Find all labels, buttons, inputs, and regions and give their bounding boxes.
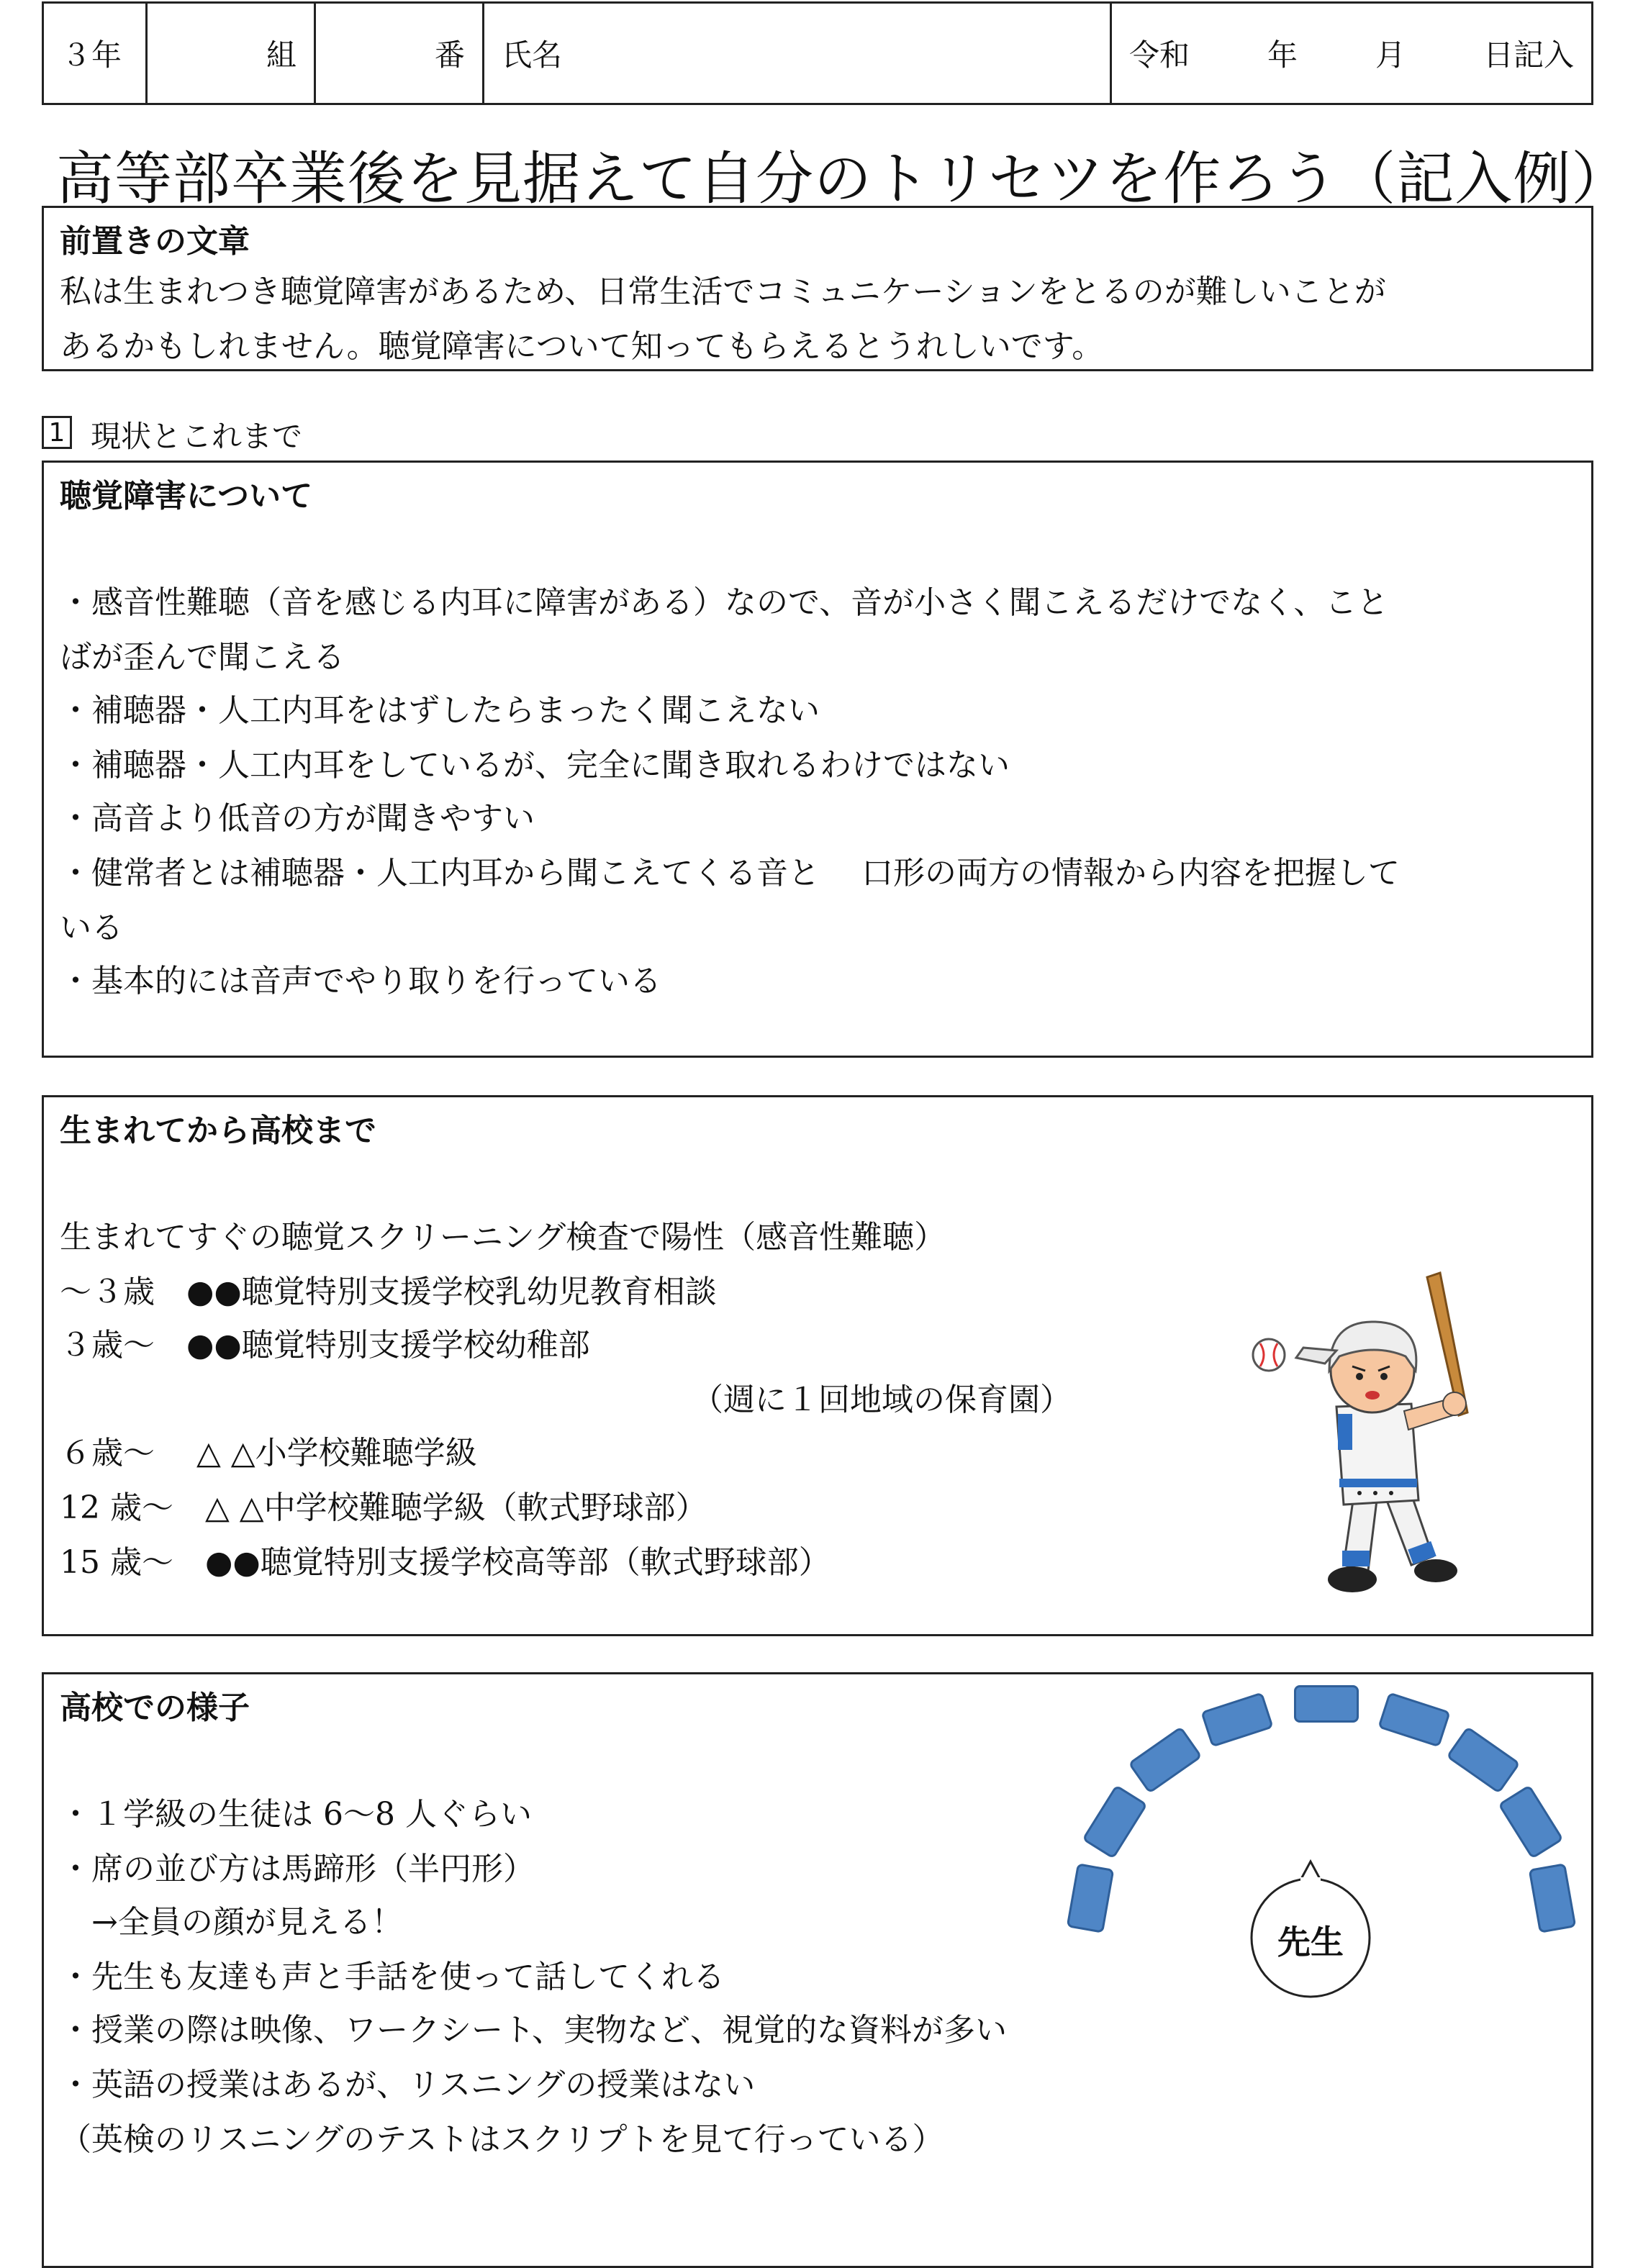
year-label: 年 (1267, 37, 1298, 73)
page-title: 高等部卒業後を見据えて自分のトリセツを作ろう（記入例） (56, 145, 1630, 212)
month-label: 月 (1375, 37, 1406, 73)
baseball-player-illustration (1195, 1263, 1526, 1623)
desk (1446, 1726, 1521, 1794)
preface-box (42, 206, 1593, 371)
preface-line: あるかもしれません。聴覚障害について知ってもらえるとうれしいです。 (60, 328, 1104, 365)
teacher-label: 先生 (1277, 1923, 1344, 1961)
desk (1377, 1692, 1451, 1747)
school-line: ・席の並び方は馬蹄形（半円形） (60, 1851, 535, 1887)
desk (1128, 1726, 1203, 1794)
hearing-heading: 聴覚障害について (60, 478, 313, 514)
class-label: 組 (266, 37, 297, 73)
name-label: 氏名 (502, 37, 563, 73)
hearing-line: ・補聴器・人工内耳をしているが、完全に聞き取れるわけではない (60, 747, 1010, 784)
school-line: ・先生も友達も声と手話を使って話してくれる (60, 1959, 725, 1995)
hearing-line: ・補聴器・人工内耳をはずしたらまったく聞こえない (60, 692, 820, 729)
preface-line: 私は生まれつき聴覚障害があるため、日常生活でコミュニケーションをとるのが難しいことが (60, 273, 1386, 310)
hearing-line: ・健常者とは補聴器・人工内耳から聞こえてくる音と 口形の両方の情報から内容を把握して (60, 855, 1400, 892)
history-line: ３歳～ ●●聴覚特別支援学校幼稚部 (60, 1327, 590, 1364)
hearing-line: ・高音より低音の方が聞きやすい (60, 800, 535, 837)
desk (1082, 1784, 1148, 1859)
era-label: 令和 (1129, 37, 1190, 73)
section-label: 現状とこれまで (91, 419, 303, 454)
number-cell[interactable] (316, 4, 484, 103)
name-cell[interactable] (484, 4, 1112, 103)
school-line: （英検のリスニングのテストはスクリプトを見て行っている） (60, 2121, 944, 2158)
desk (1529, 1863, 1577, 1933)
number-label: 番 (434, 37, 465, 73)
grade-label: ３年 (61, 37, 122, 73)
hearing-line: ばが歪んで聞こえる (60, 639, 345, 676)
grade-cell (44, 4, 148, 103)
class-cell[interactable] (148, 4, 316, 103)
history-line: （週に１回地域の保育園） (692, 1382, 1072, 1418)
history-box (42, 1095, 1593, 1636)
preface-heading: 前置きの文章 (60, 223, 250, 260)
history-line: 15 歳～ ●●聴覚特別支援学校高等部（軟式野球部） (60, 1544, 831, 1581)
day-label: 日記入 (1483, 37, 1574, 73)
desk (1067, 1863, 1115, 1933)
hearing-line: ・基本的には音声でやり取りを行っている (60, 963, 661, 999)
hearing-line: いる (60, 910, 123, 946)
hearing-line: ・感音性難聴（音を感じる内耳に障害がある）なので、音が小さく聞こえるだけでなく、こと (60, 584, 1389, 621)
header-table (42, 1, 1593, 105)
school-line: ・１学級の生徒は 6～8 人ぐらい (60, 1796, 532, 1833)
school-line: ・授業の際は映像、ワークシート、実物など、視覚的な資料が多い (60, 2012, 1008, 2049)
date-cell[interactable] (1112, 4, 1591, 103)
history-line: 12 歳～ △ △中学校難聴学級（軟式野球部） (60, 1489, 707, 1526)
desk (1498, 1784, 1564, 1859)
history-line: 生まれてすぐの聴覚スクリーニング検査で陽性（感音性難聴） (60, 1219, 946, 1256)
history-line: ６歳～ △ △小学校難聴学級 (60, 1435, 477, 1471)
school-heading: 高校での様子 (60, 1689, 250, 1726)
history-line: ～３歳 ●●聴覚特別支援学校乳幼児教育相談 (60, 1274, 717, 1310)
school-line: ・英語の授業はあるが、リスニングの授業はない (60, 2067, 756, 2103)
school-box (42, 1672, 1593, 2268)
section-number: 1 (42, 416, 72, 449)
school-line: →全員の顔が見える！ (60, 1904, 403, 1941)
history-heading: 生まれてから高校まで (60, 1112, 376, 1149)
desk (1294, 1685, 1359, 1723)
desk (1200, 1692, 1274, 1747)
hearing-box (42, 461, 1593, 1058)
